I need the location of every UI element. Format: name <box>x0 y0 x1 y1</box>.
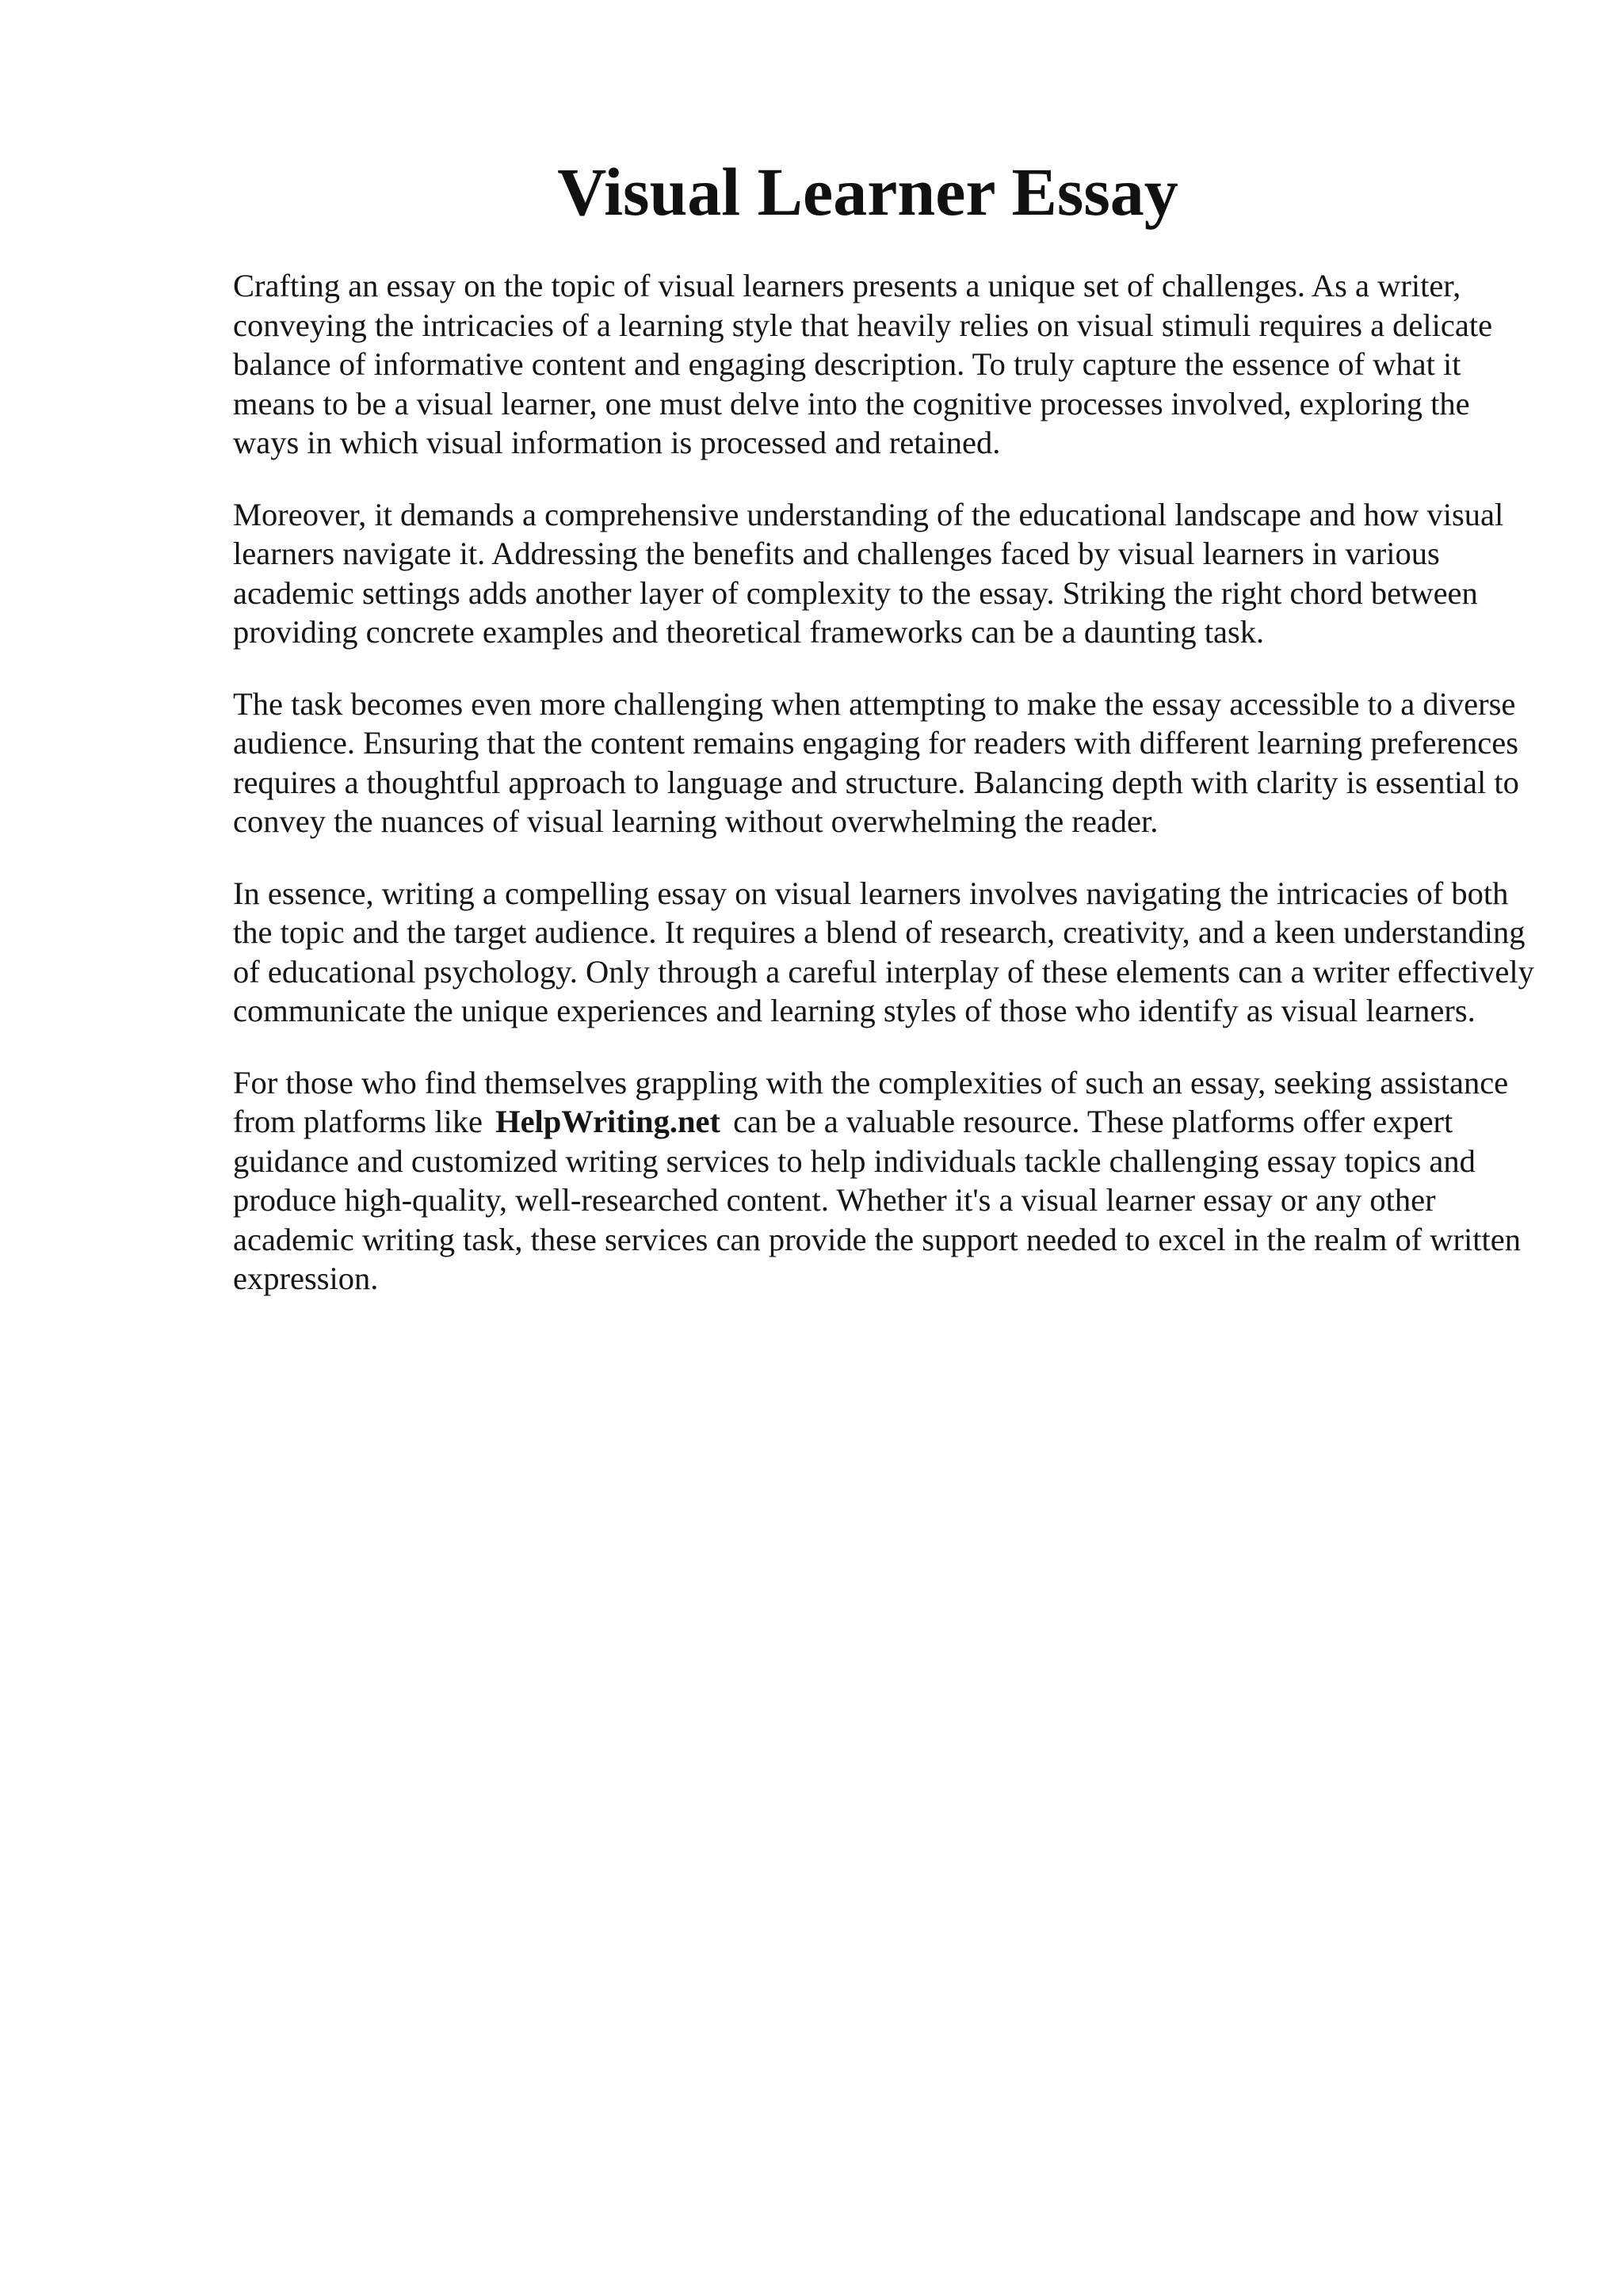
paragraph-5-text-before: For those who find themselves grappling with the complexities of such an essay, seeking assistance from platforms like <box>233 1064 1509 1139</box>
essay-body <box>233 266 1541 1331</box>
paragraph-2: Moreover, it demands a comprehensive understanding of the educational landscape and how visual learners navigate it. Addressing the benefits and challenges faced by visual learners in various academic settings adds another layer of complexity to the essay. Striking the right chord between providing concrete examples and theoretical frameworks can be a daunting task. <box>233 496 1504 650</box>
paragraph-5-text-after: can be a valuable resource. These platforms offer expert guidance and customized writing services to help individuals tackle challenging essay topics and produce high-quality, well-researched content. Whether it's a visual learner essay or any other academic writing task, these services can provide the support needed to excel in the realm of written expression. <box>233 1104 1522 1296</box>
paragraph-4: In essence, writing a compelling essay on visual learners involves navigating the intricacies of both the topic and the target audience. It requires a blend of research, creativity, and a keen understanding of educational psychology. Only through a careful interplay of these elements can a writer effectively communicate the unique experiences and learning styles of those who identify as visual learners. <box>233 875 1534 1028</box>
paragraph-1: Crafting an essay on the topic of visual learners presents a unique set of challenges. As a writer, conveying the intricacies of a learning style that heavily relies on visual stimuli requires a delicate balance of informative content and engaging description. To truly capture the essence of what it means to be a visual learner, one must delve into the cognitive processes involved, exploring the ways in which visual information is processed and retained. <box>233 268 1493 460</box>
page-title: Visual Learner Essay <box>557 154 1178 230</box>
paragraph-3: The task becomes even more challenging when attempting to make the essay accessible to a diverse audience. Ensuring that the content remains engaging for readers with different learning preferences requires a thoughtful approach to language and structure. Balancing depth with clarity is essential to convey the nuances of visual learning without overwhelming the reader. <box>233 685 1519 839</box>
paragraph-5 <box>233 1063 1541 1299</box>
brand-name: HelpWriting.net <box>495 1104 720 1139</box>
